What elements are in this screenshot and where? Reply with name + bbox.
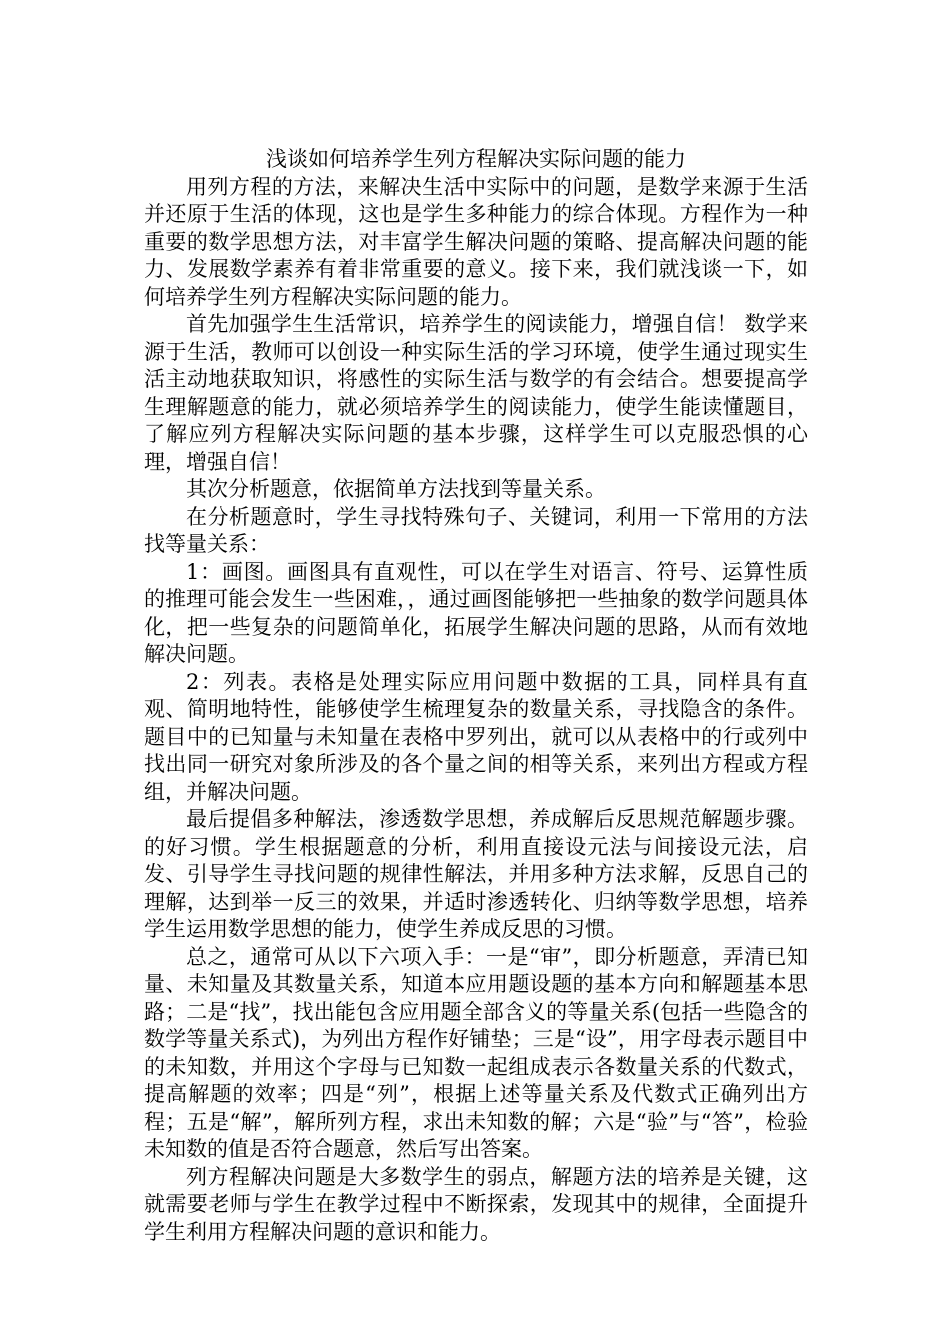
paragraph-intro: 用列方程的方法，来解决生活中实际中的问题，是数学来源于生活并还原于生活的体现，这也是学生多种能力的综合体现。方程作为一种重要的数学思想方法，对丰富学生解决问题的策略、提高解决问题的能力、发展数学素养有着非常重要的意义。接下来，我们就浅谈一下，如何培养学生列方程解决实际问题的能力。 <box>144 174 808 309</box>
paragraph-method-table: 2：列表。表格是处理实际应用问题中数据的工具，同样具有直观、简明地特性，能够使学生梳理复杂的数量关系，寻找隐含的条件。题目中的已知量与未知量在表格中罗列出，就可以从表格中的行或列中找出同一研究对象所涉及的各个量之间的相等关系，来列出方程或方程组，并解决问题。 <box>144 669 808 804</box>
paragraph-last: 最后提倡多种解法，渗透数学思想，养成解后反思规范解题步骤。的好习惯。学生根据题意的分析，利用直接设元法与间接设元法，启发、引导学生寻找问题的规律性解法，并用多种方法求解，反思自己的理解，达到举一反三的效果，并适时渗透转化、归纳等数学思想，培养学生运用数学思想的能力，使学生养成反思的习惯。 <box>144 807 808 941</box>
paragraph-analysis: 在分析题意时，学生寻找特殊句子、关键词，利用一下常用的方法找等量关系： <box>144 504 808 556</box>
paragraph-first: 首先加强学生生活常识，培养学生的阅读能力，增强自信！ 数学来源于生活，教师可以创设一种实际生活的学习环境，使学生通过现实生活主动地获取知识，将感性的实际生活与数学的有会结合。想要提高学生理解题意的能力，就必须培养学生的阅读能力，使学生能读懂题目，了解应列方程解决实际问题的基本步骤，这样学生可以克服恐惧的心理，增强自信！ <box>144 312 808 474</box>
document-body <box>144 146 808 1246</box>
document-title: 浅谈如何培养学生列方程解决实际问题的能力 <box>266 147 686 171</box>
paragraph-summary: 总之，通常可从以下六项入手：一是“审”，即分析题意，弄清已知量、未知量及其数量关系，知道本应用题设题的基本方向和解题基本思路；二是“找”，找出能包含应用题全部含义的等量关系(包括一些隐含的数学等量关系式)，为列出方程作好铺垫；三是“设”，用字母表示题目中的未知数，并用这个字母与已知数一起组成表示各数量关系的代数式，提高解题的效率；四是“列”，根据上述等量关系及代数式正确列出方程；五是“解”，解所列方程，求出未知数的解；六是“验”与“答”，检验未知数的值是否符合题意，然后写出答案。 <box>144 944 808 1161</box>
paragraph-method-draw: 1：画图。画图具有直观性，可以在学生对语言、符号、运算性质的推理可能会发生一些困难，，通过画图能够把一些抽象的数学问题具体化，把一些复杂的问题简单化，拓展学生解决问题的思路，从而有效地解决问题。 <box>144 559 808 666</box>
paragraph-second: 其次分析题意，依据简单方法找到等量关系。 <box>186 477 606 501</box>
paragraph-conclusion: 列方程解决问题是大多数学生的弱点，解题方法的培养是关键，这就需要老师与学生在教学过程中不断探索，发现其中的规律，全面提升学生利用方程解决问题的意识和能力。 <box>144 1164 808 1244</box>
